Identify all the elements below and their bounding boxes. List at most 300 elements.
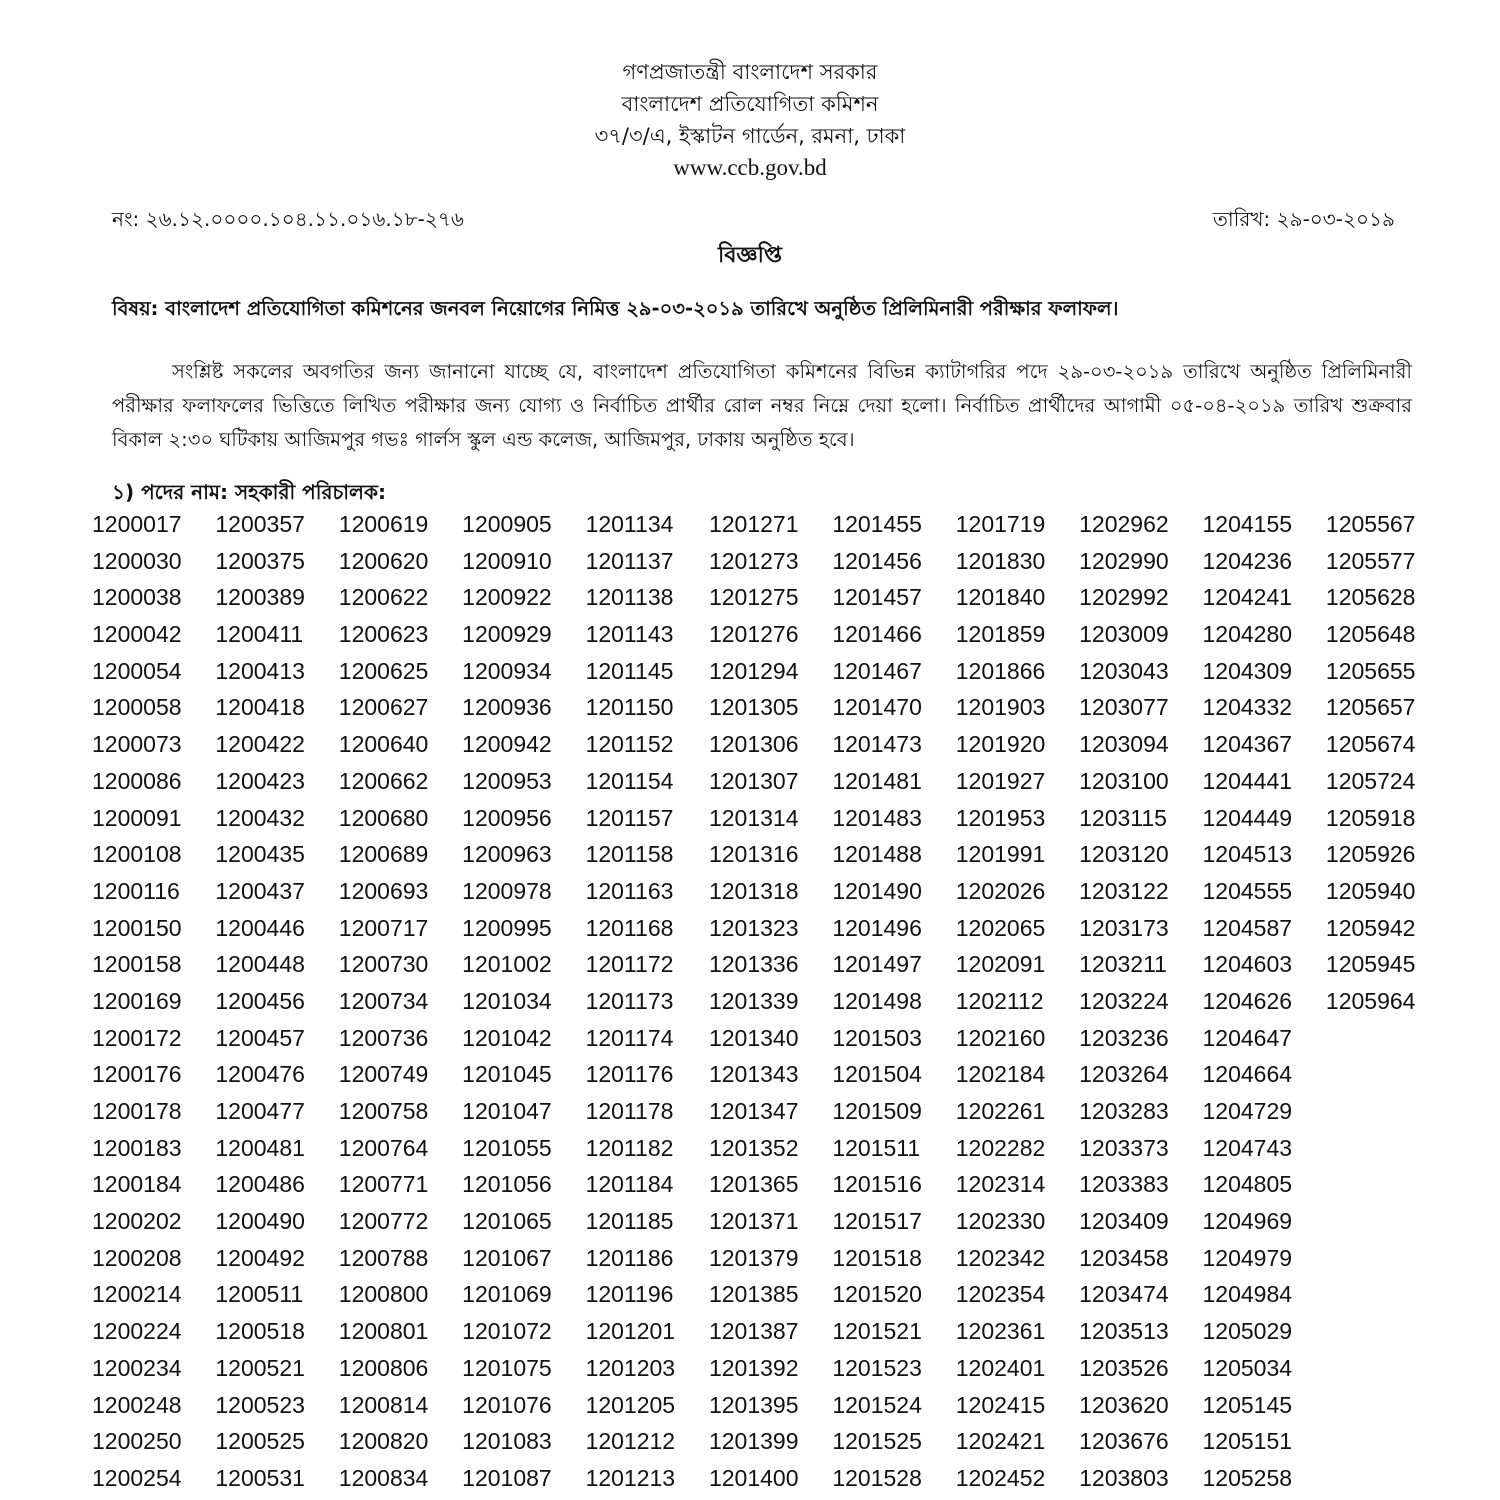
roll-number: 1201490 [832,877,922,904]
roll-number: 1200730 [338,951,429,978]
office-address: ৩৭/৩/এ, ইস্কাটন গার্ডেন, রমনা, ঢাকা [594,124,906,148]
roll-number: 1200476 [215,1061,305,1088]
roll-number: 1200158 [92,951,182,978]
roll-number: 1205657 [1325,694,1416,721]
roll-number: 1201174 [585,1024,674,1051]
roll-number: 1203211 [1079,951,1167,978]
roll-number: 1200418 [215,694,305,721]
roll-number: 1201134 [585,511,674,537]
roll-number: 1201065 [462,1208,552,1235]
roll-number: 1200625 [338,657,429,684]
roll-number: 1203009 [1079,621,1169,648]
roll-number: 1204743 [1202,1134,1293,1161]
roll-number: 1200116 [92,877,180,904]
roll-number: 1203094 [1079,731,1169,758]
roll-number: 1204805 [1202,1171,1293,1198]
roll-number: 1201352 [708,1134,799,1161]
roll-number: 1201371 [708,1208,799,1235]
roll-number: 1200202 [92,1208,182,1235]
roll-number: 1200413 [215,657,305,684]
roll-number: 1201518 [832,1244,922,1271]
roll-number: 1201395 [708,1391,799,1418]
roll-number: 1200183 [92,1134,182,1161]
roll-number: 1201042 [462,1024,552,1051]
roll-number: 1200108 [92,841,182,868]
roll-number: 1201392 [708,1354,799,1381]
roll-number: 1205674 [1325,731,1416,758]
roll-number: 1200771 [338,1171,429,1198]
roll-number: 1201205 [585,1391,676,1418]
roll-number: 1201456 [832,547,922,574]
notice-subject: বিষয়: বাংলাদেশ প্রতিযোগিতা কমিশনের জনবল নিয়োগের নিমিত্ত ২৯-০৩-২০১৯ তারিখে অনুষ্ঠিত প্রিলিমিনারী পরীক্ষার ফলাফল। [112,297,1119,320]
roll-number: 1201143 [585,621,674,648]
roll-number: 1205145 [1202,1391,1293,1418]
roll-number: 1201176 [585,1061,674,1088]
roll-number: 1201145 [585,657,674,684]
roll-number: 1201719 [955,511,1046,537]
roll-number: 1200640 [338,731,429,758]
roll-number: 1202184 [955,1061,1046,1088]
notice-title: বিজ্ঞপ্তি [718,243,782,268]
roll-number: 1200995 [462,914,552,941]
roll-number: 1204587 [1202,914,1293,941]
roll-number: 1205918 [1325,804,1416,831]
roll-number: 1200511 [215,1281,304,1308]
roll-number: 1200435 [215,841,305,868]
roll-number: 1200073 [92,731,182,758]
roll-number: 1202091 [955,951,1046,978]
roll-number: 1203236 [1079,1024,1169,1051]
roll-number: 1201340 [708,1024,799,1051]
roll-number: 1202452 [955,1464,1046,1491]
roll-number: 1200486 [215,1171,305,1198]
roll-number: 1204280 [1202,621,1293,648]
roll-number: 1202415 [955,1391,1046,1418]
roll-number: 1200054 [92,657,182,684]
roll-number: 1201152 [585,731,674,758]
roll-column [586,506,709,1497]
roll-number: 1204979 [1202,1244,1293,1271]
roll-number: 1201055 [462,1134,552,1161]
roll-number: 1200834 [338,1464,429,1491]
roll-number: 1200717 [338,914,429,941]
roll-number: 1205942 [1325,914,1416,941]
roll-number: 1202160 [955,1024,1046,1051]
roll-column [1203,506,1326,1497]
roll-number: 1203676 [1079,1428,1169,1455]
roll-number: 1201275 [708,584,799,611]
roll-number: 1200531 [215,1464,305,1491]
roll-number: 1204441 [1202,767,1293,794]
roll-number: 1203122 [1079,877,1169,904]
roll-number: 1203526 [1079,1354,1169,1381]
roll-column [215,506,338,1497]
roll-number: 1205648 [1325,621,1416,648]
roll-number: 1200254 [92,1464,182,1491]
roll-number: 1201034 [462,987,552,1014]
roll-number: 1200662 [338,767,429,794]
roll-number: 1201523 [832,1354,922,1381]
roll-number: 1201866 [955,657,1046,684]
roll-number: 1202065 [955,914,1046,941]
roll-number: 1200518 [215,1318,305,1345]
roll-number: 1200214 [92,1281,182,1308]
roll-number: 1201276 [708,621,799,648]
roll-number: 1201307 [708,767,799,794]
roll-number: 1201306 [708,731,799,758]
roll-number: 1203120 [1079,841,1169,868]
roll-number: 1203077 [1079,694,1169,721]
roll-number: 1200389 [215,584,305,611]
roll-number: 1200800 [338,1281,429,1308]
roll-number: 1201201 [585,1318,676,1345]
roll-number: 1201400 [708,1464,799,1491]
roll-number: 1200224 [92,1318,182,1345]
roll-number: 1201511 [832,1134,921,1161]
roll-number: 1200689 [338,841,429,868]
roll-number: 1201521 [832,1318,922,1345]
roll-number: 1202421 [955,1428,1046,1455]
roll-number: 1200523 [215,1391,305,1418]
roll-number: 1203283 [1079,1098,1169,1124]
roll-number-grid [92,506,1492,1497]
roll-number: 1205029 [1202,1318,1293,1345]
roll-number: 1201203 [585,1354,676,1381]
roll-number: 1201385 [708,1281,799,1308]
roll-number: 1200525 [215,1428,305,1455]
roll-number: 1200620 [338,547,429,574]
roll-number: 1205945 [1325,951,1416,978]
roll-number: 1204367 [1202,731,1293,758]
roll-number: 1201470 [832,694,922,721]
roll-number: 1200250 [92,1428,182,1455]
roll-column [1326,506,1449,1497]
roll-number: 1205724 [1325,767,1416,794]
roll-number: 1200411 [215,621,304,648]
roll-number: 1200448 [215,951,305,978]
roll-number: 1201953 [955,804,1046,831]
roll-number: 1203513 [1079,1318,1169,1345]
roll-number: 1201069 [462,1281,552,1308]
roll-number: 1200929 [462,621,552,648]
roll-number: 1204603 [1202,951,1293,978]
roll-number: 1201318 [708,877,799,904]
roll-number: 1200936 [462,694,552,721]
roll-number: 1200169 [92,987,182,1014]
roll-number: 1200357 [215,511,305,537]
roll-number: 1203100 [1079,767,1169,794]
roll-number: 1204241 [1202,584,1293,611]
roll-number: 1200942 [462,731,552,758]
roll-number: 1201920 [955,731,1046,758]
roll-number: 1200521 [215,1354,305,1381]
roll-number: 1200457 [215,1024,305,1051]
roll-number: 1200234 [92,1354,182,1381]
roll-number: 1201314 [708,804,799,831]
roll-number: 1200814 [338,1391,429,1418]
roll-number: 1200623 [338,621,429,648]
roll-number: 1203043 [1079,657,1169,684]
roll-number: 1200446 [215,914,305,941]
roll-number: 1202992 [1079,584,1169,611]
roll-number: 1201927 [955,767,1046,794]
roll-number: 1204555 [1202,877,1293,904]
roll-number: 1201271 [708,511,799,537]
roll-column [832,506,955,1497]
roll-number: 1203173 [1079,914,1169,941]
roll-number: 1201323 [708,914,799,941]
roll-number: 1201399 [708,1428,799,1455]
roll-number: 1200788 [338,1244,429,1271]
roll-number: 1200030 [92,547,182,574]
roll-number: 1201496 [832,914,922,941]
roll-number: 1201087 [462,1464,552,1491]
roll-number: 1200058 [92,694,182,721]
roll-number: 1203474 [1079,1281,1169,1308]
roll-number: 1205258 [1202,1464,1293,1491]
roll-number: 1201158 [585,841,674,868]
roll-number: 1200086 [92,767,182,794]
roll-number: 1200978 [462,877,552,904]
roll-number: 1204647 [1202,1024,1293,1051]
roll-number: 1201045 [462,1061,552,1088]
roll-number: 1201365 [708,1171,799,1198]
roll-number: 1201379 [708,1244,799,1271]
roll-number: 1202401 [955,1354,1046,1381]
roll-number: 1201138 [585,584,674,611]
roll-number: 1200963 [462,841,552,868]
roll-number: 1200178 [92,1098,182,1124]
roll-number: 1201840 [955,584,1046,611]
roll-number: 1200437 [215,877,305,904]
roll-number: 1203115 [1079,804,1167,831]
roll-number: 1201072 [462,1318,552,1345]
roll-number: 1201520 [832,1281,922,1308]
roll-number: 1200622 [338,584,429,611]
roll-number: 1201517 [832,1208,922,1235]
roll-number: 1200432 [215,804,305,831]
roll-number: 1200820 [338,1428,429,1455]
roll-number: 1201196 [585,1281,674,1308]
roll-number: 1200038 [92,584,182,611]
roll-number: 1201186 [585,1244,674,1271]
roll-column [709,506,832,1497]
letterhead [0,56,1500,184]
roll-number: 1200422 [215,731,305,758]
roll-number: 1205964 [1325,987,1416,1014]
roll-number: 1200910 [462,547,552,574]
roll-number: 1201481 [832,767,922,794]
roll-number: 1200953 [462,767,552,794]
post-heading: ১) পদের নাম: সহকারী পরিচালক: [112,480,386,504]
roll-number: 1200492 [215,1244,305,1271]
roll-number: 1204664 [1202,1061,1293,1088]
roll-number: 1201497 [832,951,922,978]
roll-number: 1200956 [462,804,552,831]
roll-number: 1201488 [832,841,922,868]
roll-number: 1201467 [832,657,922,684]
roll-number: 1205655 [1325,657,1416,684]
roll-number: 1203620 [1079,1391,1169,1418]
roll-number: 1200150 [92,914,182,941]
roll-number: 1200806 [338,1354,429,1381]
roll-number: 1201455 [832,511,922,537]
roll-number: 1200922 [462,584,552,611]
roll-number: 1203264 [1079,1061,1169,1088]
roll-number: 1200749 [338,1061,429,1088]
roll-number: 1200248 [92,1391,182,1418]
roll-number: 1202962 [1079,511,1169,537]
roll-number: 1202990 [1079,547,1169,574]
roll-number: 1205577 [1325,547,1416,574]
roll-number: 1201067 [462,1244,552,1271]
roll-number: 1201528 [832,1464,922,1491]
roll-number: 1200801 [338,1318,429,1345]
roll-number: 1200680 [338,804,429,831]
roll-number: 1200734 [338,987,429,1014]
memo-number: নং: ২৬.১২.০০০০.১০৪.১১.০১৬.১৮-২৭৬ [112,207,464,231]
roll-number: 1205940 [1325,877,1416,904]
roll-number: 1200091 [92,804,182,831]
roll-number: 1205628 [1325,584,1416,611]
roll-number: 1201178 [585,1098,674,1124]
roll-number: 1200172 [92,1024,182,1051]
roll-number: 1204309 [1202,657,1293,684]
roll-number: 1201859 [955,621,1046,648]
roll-number: 1201483 [832,804,922,831]
roll-number: 1201137 [585,547,674,574]
roll-number: 1205926 [1325,841,1416,868]
roll-number: 1200619 [338,511,429,537]
roll-number: 1202342 [955,1244,1046,1271]
roll-number: 1200017 [92,511,182,537]
roll-column [92,506,215,1497]
roll-number: 1202112 [955,987,1044,1014]
roll-column [1079,506,1202,1497]
roll-column [956,506,1079,1497]
roll-number: 1204626 [1202,987,1293,1014]
roll-number: 1205151 [1202,1428,1293,1455]
roll-number: 1201509 [832,1098,922,1124]
roll-number: 1201163 [585,877,674,904]
roll-number: 1201466 [832,621,922,648]
notice-date: তারিখ: ২৯-০৩-২০১৯ [1212,207,1395,231]
roll-number: 1200736 [338,1024,429,1051]
roll-number: 1203383 [1079,1171,1169,1198]
roll-number: 1204332 [1202,694,1293,721]
roll-number: 1204969 [1202,1208,1293,1235]
roll-number: 1201150 [585,694,674,721]
roll-number: 1202026 [955,877,1046,904]
roll-number: 1201387 [708,1318,799,1345]
roll-number: 1202354 [955,1281,1046,1308]
roll-number: 1203803 [1079,1464,1169,1491]
roll-number: 1200184 [92,1171,182,1198]
roll-number: 1203373 [1079,1134,1169,1161]
roll-number: 1200208 [92,1244,182,1271]
roll-column [339,506,462,1497]
roll-number: 1201903 [955,694,1046,721]
roll-number: 1202314 [955,1171,1046,1198]
roll-number: 1200627 [338,694,429,721]
roll-number: 1201473 [832,731,922,758]
roll-number: 1201173 [585,987,674,1014]
roll-number: 1201056 [462,1171,552,1198]
roll-number: 1200176 [92,1061,182,1088]
roll-number: 1201273 [708,547,799,574]
roll-number: 1200764 [338,1134,429,1161]
roll-number: 1200481 [215,1134,305,1161]
roll-number: 1201182 [585,1134,674,1161]
roll-number: 1200456 [215,987,305,1014]
roll-number: 1201524 [832,1391,922,1418]
roll-number: 1203224 [1079,987,1169,1014]
roll-number: 1201457 [832,584,922,611]
roll-number: 1200934 [462,657,552,684]
roll-number: 1201343 [708,1061,799,1088]
roll-number: 1201083 [462,1428,552,1455]
roll-number: 1200490 [215,1208,305,1235]
roll-number: 1200375 [215,547,305,574]
roll-number: 1204236 [1202,547,1293,574]
roll-number: 1204155 [1202,511,1293,537]
roll-number: 1200772 [338,1208,429,1235]
roll-number: 1201347 [708,1098,799,1124]
roll-number: 1201294 [708,657,799,684]
roll-number: 1200905 [462,511,552,537]
roll-number: 1201525 [832,1428,922,1455]
roll-number: 1201503 [832,1024,922,1051]
notice-body: সংশ্লিষ্ট সকলের অবগতির জন্য জানানো যাচ্ছে যে, বাংলাদেশ প্রতিযোগিতা কমিশনের বিভিন্ন ক্যাটাগরির পদে ২৯-০৩-২০১৯ তারিখে অনুষ্ঠিত প্রিলিমিনারী পরীক্ষার ফলাফলের ভিত্তিতে লিখিত পরীক্ষার জন্য যোগ্য ও নির্বাচিত প্রার্থীর রোল নম্বর নিম্নে দেয়া হলো। নির্বাচিত প্রার্থীদের আগামী ০৫-০৪-২০১৯ তারিখ শুক্রবার বিকাল ২:৩০ ঘটিকায় আজিমপুর গভঃ গার্লস স্কুল এন্ড কলেজ, আজিমপুর, ঢাকায় অনুষ্ঠিত হবে। [112,360,1412,451]
roll-number: 1205034 [1202,1354,1293,1381]
roll-number: 1201516 [832,1171,922,1198]
website-link[interactable]: www.ccb.gov.bd [673,155,827,180]
roll-number: 1205567 [1325,511,1416,537]
roll-number: 1203409 [1079,1208,1169,1235]
roll-number: 1201154 [585,767,674,794]
roll-number: 1201991 [955,841,1046,868]
roll-column [462,506,585,1497]
roll-number: 1201336 [708,951,799,978]
roll-number: 1201504 [832,1061,922,1088]
roll-number: 1201339 [708,987,799,1014]
roll-number: 1201185 [585,1208,674,1235]
roll-number: 1201157 [585,804,674,831]
roll-number: 1200758 [338,1098,429,1124]
roll-number: 1201002 [462,951,552,978]
roll-number: 1200693 [338,877,429,904]
roll-number: 1201212 [585,1428,676,1455]
govt-name: গণপ্রজাতন্ত্রী বাংলাদেশ সরকার [622,60,878,84]
roll-number: 1201047 [462,1098,552,1124]
roll-number: 1204513 [1202,841,1293,868]
roll-number: 1201498 [832,987,922,1014]
roll-number: 1201075 [462,1354,552,1381]
roll-number: 1201184 [585,1171,674,1198]
roll-number: 1200423 [215,767,305,794]
roll-number: 1201305 [708,694,799,721]
roll-number: 1200042 [92,621,182,648]
commission-name: বাংলাদেশ প্রতিযোগিতা কমিশন [621,92,879,116]
roll-number: 1202261 [955,1098,1046,1124]
roll-number: 1201076 [462,1391,552,1418]
roll-number: 1201213 [585,1464,676,1491]
roll-number: 1202330 [955,1208,1046,1235]
roll-number: 1200477 [215,1098,305,1124]
roll-number: 1204729 [1202,1098,1293,1124]
roll-number: 1202282 [955,1134,1046,1161]
roll-number: 1201316 [708,841,799,868]
